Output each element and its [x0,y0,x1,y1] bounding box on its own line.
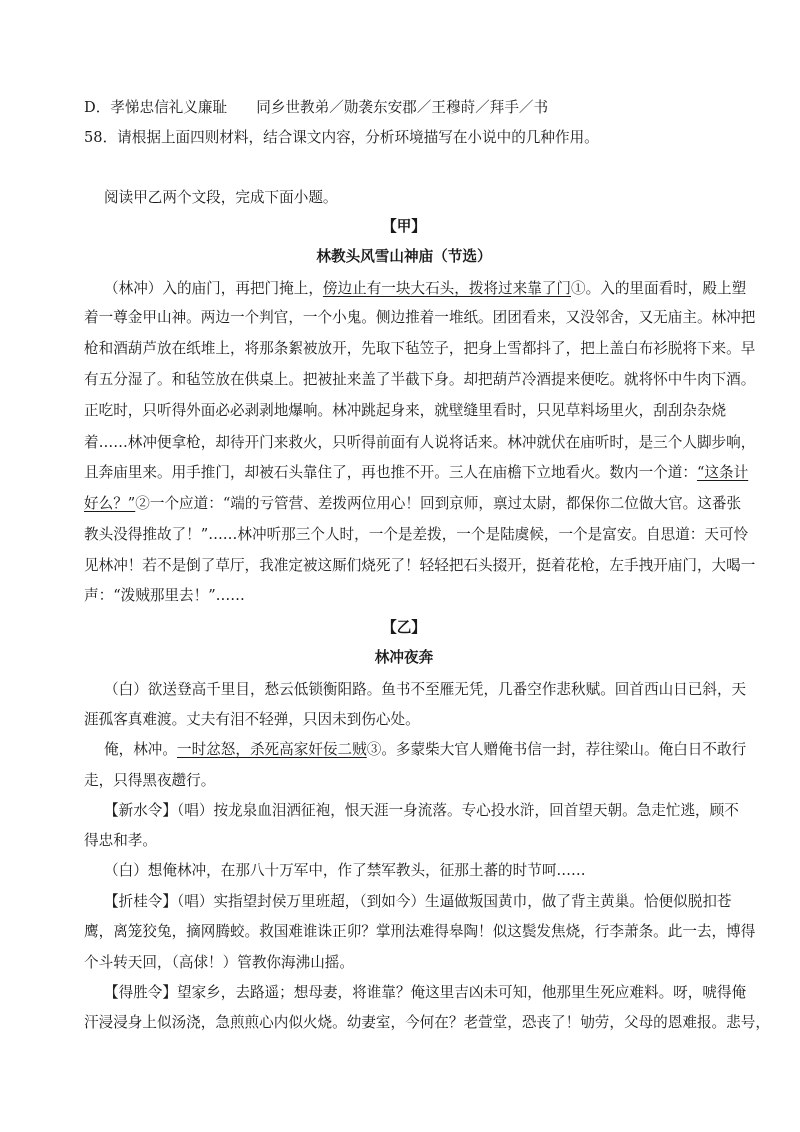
jia-paragraph-line: 声：“泼贼那里去！”…… [84,587,245,604]
reading-instruction: 阅读甲乙两个文段，完成下面小题。 [104,189,338,206]
text-segment: （林冲）入的庙门，再把门掩上， [104,280,323,297]
text-segment: 俺，林冲。 [104,741,177,758]
yi-paragraph-line: 【新水令】（唱）按龙泉血泪洒征袍，恨天涯一身流落。专心投水浒，回首望天朝。急走忙逃，顾不 [104,802,739,819]
text-segment: ③。多蒙柴大官人赠俺书信一封，荐往梁山。俺白日不敢行 [366,741,747,758]
jia-paragraph-line: 有五分湿了。和毡笠放在供桌上。把被扯来盖了半截下身。却把葫芦冷酒提来便吃。就将怀中牛肉下酒。 [84,371,756,388]
section-jia-label: 【甲】 [382,218,426,235]
yi-paragraph-line: 个斗转天回，（高俅！）管教你海沸山摇。 [84,954,354,971]
yi-paragraph-line: 走，只得黑夜趱行。 [84,772,216,789]
jia-paragraph-line: 正吃时，只听得外面必必剥剥地爆响。林冲跳起身来，就壁缝里看时，只见草料场里火，刮刮杂杂烧 [84,402,727,419]
yi-paragraph-line: 鹰，离笼狡兔，摘网腾蛟。救国难谁诛正卯？掌刑法难得皋陶！似这鬓发焦烧，行李萧条。此一去，博得 [84,923,756,940]
underlined-sentence-2-end: 好么？” [84,495,136,512]
section-yi-title: 林冲夜奔 [374,649,434,666]
jia-paragraph-line: 见林冲！若不是倒了草厅，我准定被这厮们烧死了！轻轻把石头掇开，挺着花枪，左手拽开庙门，大喝一 [84,557,756,574]
yi-paragraph-line [104,740,747,760]
underlined-sentence-2: “这条计 [696,464,749,481]
text-segment: ②一个应道：“端的亏管营、差拨两位用心！回到京师，禀过太尉，都保你二位做大官。这番张 [135,495,742,512]
text-segment: 且奔庙里来。用手推门，却被石头靠住了，再也推不开。三人在庙檐下立地看火。数内一个道： [84,464,697,481]
option-d: D．孝悌忠信礼义廉耻 同乡世教弟／勋袭东安郡／王穆莳／拜手／书 [84,99,549,116]
underlined-sentence-1: 傍边止有一块大石头，拨将过来靠了门 [322,280,572,297]
jia-paragraph-line: 着一尊金甲山神。两边一个判官，一个小鬼。侧边推着一堆纸。团团看来，又没邻舍，又无庙主。林冲把 [84,309,756,326]
section-yi-label: 【乙】 [382,619,426,636]
yi-paragraph-line: 【折桂令】（唱）实指望封侯万里班超，（到如今）生逼做叛国黄巾，做了背主黄巢。恰便似脱扣苍 [104,893,732,910]
yi-paragraph-line: 涯孤客真难渡。丈夫有泪不轻弹，只因未到伤心处。 [84,711,420,728]
yi-paragraph-line: （白）想俺林冲，在那八十万军中，作了禁军教头，征那土蕃的时节呵…… [104,862,586,879]
jia-paragraph-line [84,463,749,483]
underlined-sentence-3: 一时忿怒，杀死高家奸佞二贼 [176,741,367,758]
yi-paragraph-line: （白）欲送登高千里目，愁云低锁衡阳路。鱼书不至雁无凭，几番空作悲秋赋。回首西山日已斜，天 [104,681,747,698]
yi-paragraph-line: 汗浸浸身上似汤浇，急煎煎心内似火烧。幼妻室，今何在？老萱堂，恐丧了！劬劳，父母的恩难报。悲号， [84,1014,770,1031]
jia-paragraph-line: 教头没得推故了！”……林冲听那三个人时，一个是差拨，一个是陆虞候，一个是富安。自思道：天可怜 [84,526,749,543]
jia-paragraph-line: 着……林冲便拿枪，却待开门来救火，只听得前面有人说将话来。林冲就伏在庙听时，是三个人脚步响， [84,434,756,451]
jia-paragraph-line [104,279,747,299]
yi-paragraph-line: 得忠和孝。 [84,832,157,849]
section-jia-title: 林教头风雪山神庙（节选） [316,248,492,265]
question-58: 58．请根据上面四则材料，结合课文内容，分析环境描写在小说中的几种作用。 [84,129,599,146]
text-segment: ①。入的里面看时，殿上塑 [571,280,747,297]
jia-paragraph-line [84,494,742,514]
jia-paragraph-line: 枪和酒葫芦放在纸堆上，将那条絮被放开，先取下毡笠子，把身上雪都抖了，把上盖白布衫脱将下来。早 [84,340,756,357]
yi-paragraph-line: 【得胜令】望家乡，去路遥；想母妻，将谁靠？俺这里吉凶未可知，他那里生死应难料。呀，唬得俺 [104,984,747,1001]
